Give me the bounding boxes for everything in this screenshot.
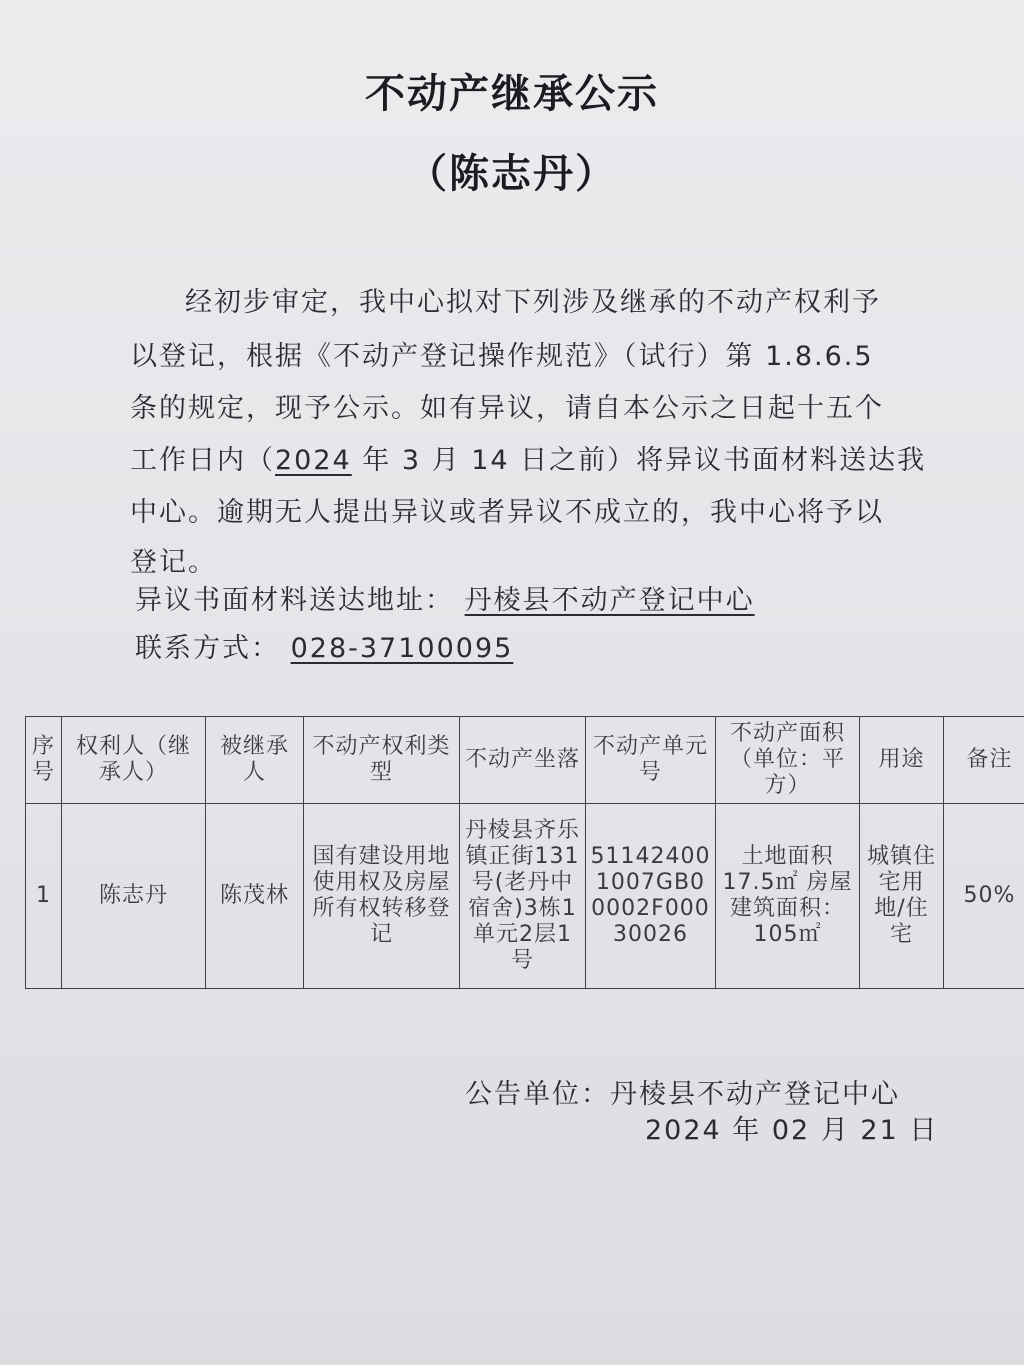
address-line	[135, 578, 755, 617]
header-unit-number: 不动产单元号	[586, 717, 716, 804]
header-decedent: 被继承人	[206, 717, 304, 804]
date-line: 2024 年 02 月 21 日	[645, 1115, 939, 1146]
cell-unit-number: 511424001007GB00002F00030026	[586, 804, 716, 989]
notice-title: 不动产继承公示	[365, 70, 659, 117]
cell-remarks: 50%	[944, 804, 1024, 989]
contact-line	[135, 626, 513, 665]
cell-decedent: 陈茂林	[206, 804, 304, 989]
header-usage: 用途	[860, 717, 944, 804]
header-area: 不动产面积（单位：平方）	[716, 717, 860, 804]
paragraph-line-2: 以登记，根据《不动产登记操作规范》（试行）第 1.8.6.5	[130, 341, 874, 372]
table-header-row	[26, 717, 1024, 804]
header-right-holder: 权利人（继承人）	[62, 717, 206, 804]
cell-area: 土地面积17.5㎡ 房屋建筑面积：105㎡	[716, 804, 860, 989]
header-location: 不动产坐落	[460, 717, 586, 804]
cell-right-type: 国有建设用地使用权及房屋所有权转移登记	[304, 804, 460, 989]
address-label: 异议书面材料送达地址：	[135, 585, 454, 616]
issuer-line: 公告单位：丹棱县不动产登记中心	[465, 1079, 900, 1110]
paragraph-line-5: 中心。逾期无人提出异议或者异议不成立的，我中心将予以	[130, 497, 884, 528]
deadline-year: 2024	[275, 445, 352, 476]
paragraph-line-4-prefix: 工作日内（	[130, 445, 275, 476]
cell-index: 1	[26, 804, 62, 989]
paragraph-line-6: 登记。	[130, 547, 217, 578]
paragraph-line-4-suffix: 年 3 月 14 日之前）将异议书面材料送达我	[351, 445, 927, 476]
cell-right-holder: 陈志丹	[62, 804, 206, 989]
cell-usage: 城镇住宅用地/住宅	[860, 804, 944, 989]
paragraph-line-1: 经初步审定，我中心拟对下列涉及继承的不动产权利予	[185, 287, 881, 318]
header-index: 序号	[26, 717, 62, 804]
header-remarks: 备注	[944, 717, 1024, 804]
cell-location: 丹棱县齐乐镇正街131号(老丹中宿舍)3栋1单元2层1号	[460, 804, 586, 989]
contact-label: 联系方式：	[135, 633, 280, 664]
paragraph-line-4	[130, 438, 926, 477]
paragraph-line-3: 条的规定，现予公示。如有异议，请自本公示之日起十五个	[130, 393, 884, 424]
property-table	[25, 716, 1024, 989]
address-value: 丹棱县不动产登记中心	[464, 585, 755, 616]
contact-value: 028-37100095	[290, 633, 514, 664]
header-right-type: 不动产权利类型	[304, 717, 460, 804]
table-row	[26, 804, 1024, 989]
notice-subtitle: （陈志丹）	[407, 150, 617, 197]
